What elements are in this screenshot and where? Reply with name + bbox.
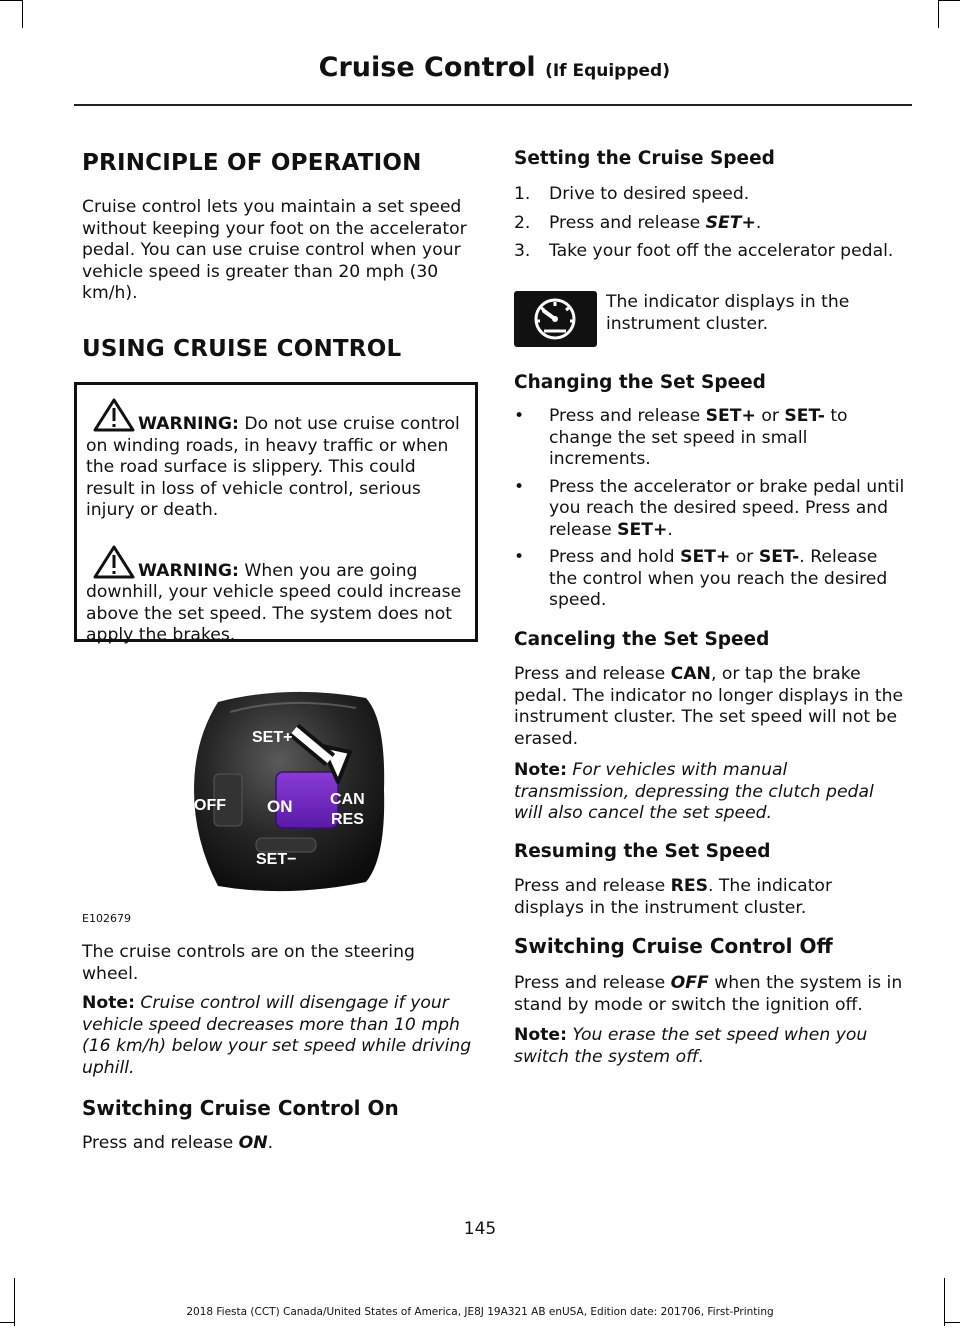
heading-changing: Changing the Set Speed bbox=[514, 372, 766, 393]
key-set-minus: SET- bbox=[758, 547, 800, 567]
header-rule bbox=[74, 104, 912, 106]
key-set-plus: SET+ bbox=[705, 212, 756, 233]
list-item bbox=[514, 406, 906, 471]
key-set-plus: SET+ bbox=[705, 406, 756, 426]
page-header-title bbox=[319, 52, 670, 83]
text: , or tap the brake pedal. The indicator no longer displays in the instrument cluster. The set speed will not be erased. bbox=[514, 664, 904, 749]
cruise-control-switch-figure bbox=[190, 690, 386, 892]
list-item bbox=[514, 184, 906, 206]
note-3-label: Note: bbox=[514, 1025, 567, 1045]
paragraph-indicator: The indicator displays in the instrument cluster. bbox=[606, 292, 850, 334]
text: or bbox=[730, 547, 759, 567]
heading-resuming: Resuming the Set Speed bbox=[514, 841, 771, 862]
warning-icon bbox=[92, 397, 136, 433]
warning-2-text: When you are going downhill, your vehicle speed could increase above the set speed. The system does not apply the brakes. bbox=[86, 560, 462, 645]
text: Press and release bbox=[549, 406, 706, 426]
heading-canceling: Canceling the Set Speed bbox=[514, 629, 770, 650]
list-item bbox=[514, 213, 906, 235]
crop-mark bbox=[938, 0, 960, 1]
warning-1-label: WARNING: bbox=[138, 414, 239, 434]
step-number: 2. bbox=[514, 212, 531, 233]
step-text: . bbox=[755, 212, 762, 233]
text: . Release the control when you reach the desired speed. bbox=[549, 547, 888, 610]
note-1-label: Note: bbox=[82, 993, 135, 1013]
bullet: • bbox=[514, 406, 525, 426]
crop-mark bbox=[14, 1278, 15, 1326]
warning-box bbox=[74, 382, 478, 645]
label-on: ON bbox=[267, 797, 293, 816]
note-2-label: Note: bbox=[514, 760, 567, 780]
paragraph-switch-off bbox=[514, 973, 906, 1016]
list-item bbox=[514, 477, 906, 542]
step-number: 1. bbox=[514, 184, 531, 204]
key-res: RES bbox=[670, 876, 708, 896]
list-item bbox=[514, 241, 906, 263]
text: Press and release bbox=[514, 973, 671, 993]
bullet: • bbox=[514, 476, 525, 497]
page-footer: 2018 Fiesta (CCT) Canada/United States of America, JE8J 19A321 AB enUSA, Edition date: 201706, First-Printing bbox=[186, 1306, 774, 1318]
warning-icon bbox=[92, 544, 136, 580]
label-res: RES bbox=[331, 811, 364, 828]
key-set-minus: SET- bbox=[784, 406, 825, 426]
text: Press and release bbox=[514, 876, 671, 896]
crop-mark bbox=[944, 1278, 945, 1326]
text: to change the set speed in small increments. bbox=[549, 406, 848, 469]
crop-mark bbox=[0, 0, 22, 1]
heading-principle: PRINCIPLE OF OPERATION bbox=[82, 150, 422, 176]
crop-mark bbox=[0, 1322, 14, 1323]
note-3-text: You erase the set speed when you switch the system off. bbox=[514, 1025, 868, 1067]
key-off: OFF bbox=[670, 973, 709, 993]
crop-mark bbox=[944, 1322, 960, 1323]
step-text: Drive to desired speed. bbox=[549, 184, 750, 204]
note-2 bbox=[514, 760, 906, 825]
speedometer-indicator-icon bbox=[514, 291, 597, 347]
bullets-list bbox=[514, 406, 906, 612]
crop-mark bbox=[22, 0, 23, 28]
note-2-text: For vehicles with manual transmission, depressing the clutch pedal will also cancel the set speed. bbox=[514, 760, 874, 823]
warning-1 bbox=[86, 397, 467, 522]
heading-setting: Setting the Cruise Speed bbox=[514, 148, 775, 169]
heading-using: USING CRUISE CONTROL bbox=[82, 336, 402, 362]
key-set-plus: SET+ bbox=[680, 547, 731, 567]
header-title: Cruise Control bbox=[318, 52, 536, 83]
text: when the system is in stand by mode or switch the ignition off. bbox=[514, 973, 903, 1015]
step-text: Press and release bbox=[549, 212, 706, 233]
label-can: CAN bbox=[330, 791, 365, 808]
text: . bbox=[267, 1133, 274, 1153]
key-set-plus: SET+ bbox=[617, 519, 668, 540]
steps-list bbox=[514, 184, 906, 263]
warning-2-label: WARNING: bbox=[138, 560, 239, 581]
note-1-text: Cruise control will disengage if your vehicle speed decreases more than 10 mph (16 km/h) below your set speed while driving uphill. bbox=[82, 993, 472, 1078]
step-number: 3. bbox=[514, 241, 531, 261]
key-can: CAN bbox=[670, 664, 711, 684]
text: or bbox=[755, 406, 785, 426]
heading-switch-on: Switching Cruise Control On bbox=[82, 1096, 399, 1120]
text: Press and release bbox=[82, 1133, 239, 1153]
heading-switch-off: Switching Cruise Control Off bbox=[514, 934, 833, 958]
text: . bbox=[667, 519, 673, 540]
text: . The indicator displays in the instrument cluster. bbox=[514, 876, 833, 918]
page-number: 145 bbox=[463, 1219, 497, 1239]
text: Press the accelerator or brake pedal until you reach the desired speed. Press and release bbox=[549, 476, 905, 540]
warning-1-text: Do not use cruise control on winding roads, in heavy traffic or when the road surface is slippery. This could result in loss of vehicle control, serious injury or death. bbox=[86, 414, 460, 520]
label-off: OFF bbox=[194, 797, 226, 814]
note-3 bbox=[514, 1025, 906, 1068]
header-subtitle: (If Equipped) bbox=[545, 61, 670, 81]
figure-id: E102679 bbox=[82, 912, 131, 925]
text: Press and release bbox=[514, 664, 671, 684]
paragraph-principle: Cruise control lets you maintain a set speed without keeping your foot on the accelerator pedal. You can use cruise control when your vehicle speed is greater than 20 mph (30 km/h). bbox=[82, 197, 467, 303]
paragraph-resume bbox=[514, 876, 906, 919]
paragraph-switch-on bbox=[82, 1133, 474, 1155]
text: Press and hold bbox=[549, 547, 681, 567]
note-1 bbox=[82, 993, 474, 1079]
label-set-minus: SET− bbox=[256, 851, 297, 868]
paragraph-cancel bbox=[514, 664, 906, 750]
warning-2 bbox=[86, 544, 467, 647]
key-on: ON bbox=[238, 1133, 268, 1153]
paragraph-controls: The cruise controls are on the steering wheel. bbox=[82, 942, 415, 984]
step-text: Take your foot off the accelerator pedal. bbox=[549, 241, 894, 261]
bullet: • bbox=[514, 547, 525, 567]
list-item bbox=[514, 547, 906, 612]
crop-mark bbox=[938, 0, 939, 28]
label-set-plus: SET+ bbox=[252, 729, 293, 746]
